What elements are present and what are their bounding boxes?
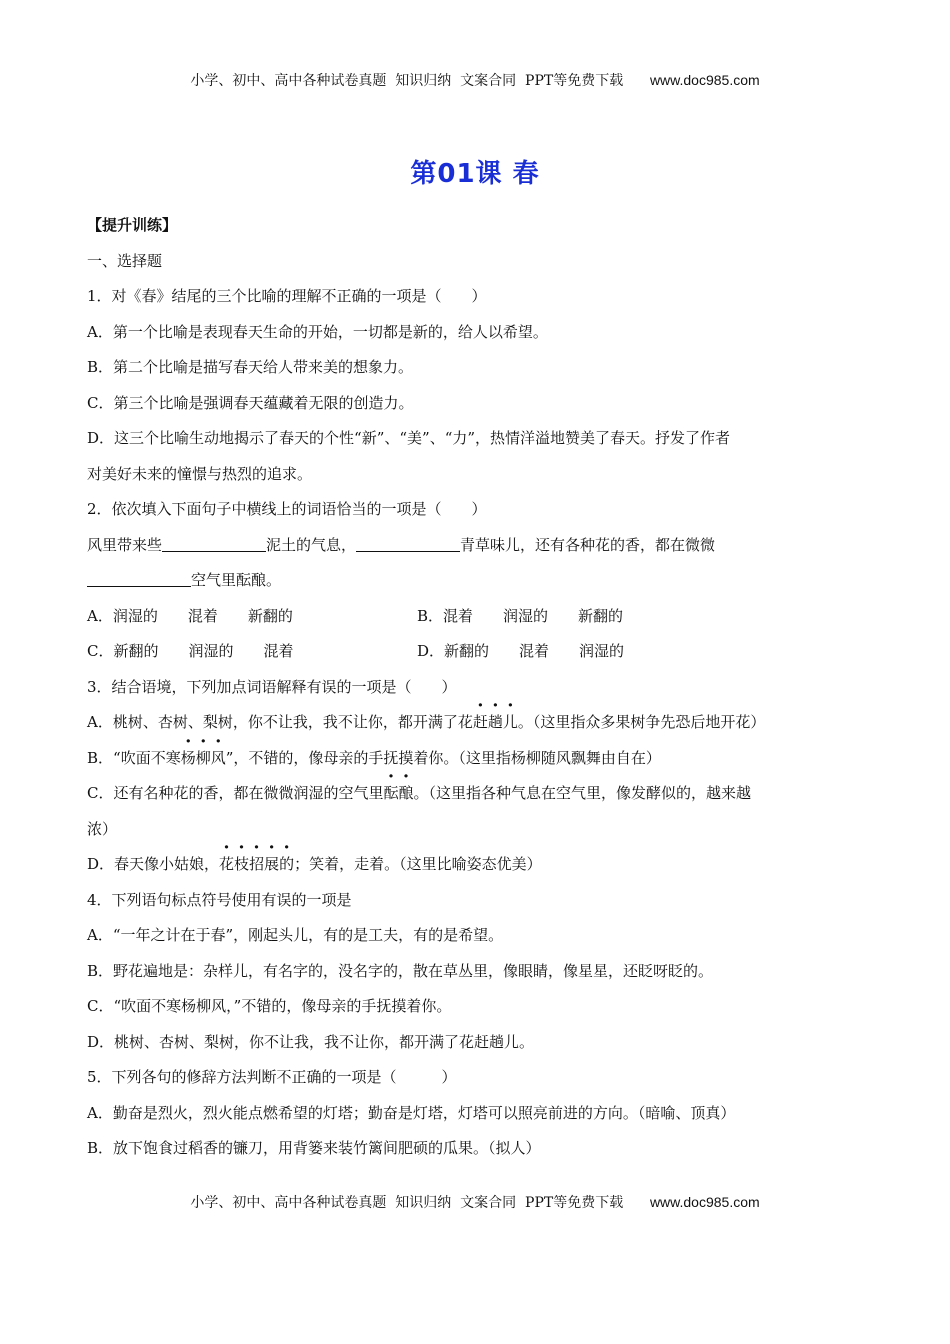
q2-stem: 2．依次填入下面句子中横线上的词语恰当的一项是（ ）: [87, 500, 487, 518]
emphasis-char: 风: [210, 748, 226, 767]
q1-option-a: A．第一个比喻是表现春天生命的开始，一切都是新的，给人以希望。: [87, 322, 548, 341]
q2-options-row-2: [87, 634, 862, 670]
q1-option-b: B．第二个比喻是描写春天给人带来美的想象力。: [87, 358, 414, 376]
emphasis-char: 杨: [180, 748, 196, 767]
page-footer: [0, 1192, 950, 1212]
emphasis-char: 儿: [502, 713, 518, 731]
q2-options-row-1: [87, 599, 862, 635]
header-text: 小学、初中、高中各种试卷真题 知识归纳 文案合同 PPT等免费下载: [190, 73, 624, 89]
blank-2: [356, 536, 460, 552]
emphasis-char: 的: [279, 855, 295, 873]
q5-stem: 5．下列各句的修辞方法判断不正确的一项是（ ）: [87, 1068, 457, 1086]
q1-option-d-cont: 对美好未来的憧憬与热烈的追求。: [87, 464, 313, 483]
emphasis-char: 展: [264, 855, 280, 873]
part-heading: 一、选择题: [87, 251, 163, 270]
emphasis-char: 花: [219, 855, 235, 873]
q3-c-post: 。（这里指各种气息在空气里，像发酵似的，越来越: [413, 784, 752, 802]
q3-option-b: [87, 741, 862, 777]
q2-text-2: 泥土的气息，: [266, 535, 357, 554]
footer-url[interactable]: www.doc985.com: [649, 1194, 760, 1210]
q3-d-post: ；笑着，走着。（这里比喻姿态优美）: [294, 855, 542, 873]
page-header: [0, 70, 950, 90]
blank-3: [87, 571, 191, 587]
emphasis-char: 趟: [487, 713, 503, 731]
emphasis-char: 招: [249, 855, 265, 873]
q3-b-post: ”，不错的，像母亲的手抚摸着你。（这里指杨柳随风飘舞由自在）: [225, 748, 661, 767]
q4-option-c: C．“吹面不寒杨柳风，”不错的，像母亲的手抚摸着你。: [87, 997, 452, 1015]
q2-option-c: C．新翻的 润湿的 混着: [87, 642, 294, 660]
q3-stem: 3．结合语境，下列加点词语解释有误的一项是（ ）: [87, 677, 457, 696]
page-title: 第01课 春: [410, 159, 540, 189]
q1-option-c: C．第三个比喻是强调春天蕴藏着无限的创造力。: [87, 393, 414, 412]
q2-sentence-cont: [87, 563, 862, 599]
q2-text-1: 风里带来些: [87, 535, 163, 554]
emphasis-char: 酝: [383, 784, 399, 802]
emphasis-char: 赶: [472, 713, 488, 731]
q3-d-pre: D．春天像小姑娘，: [87, 855, 220, 873]
q4-option-d: D．桃树、杏树、梨树，你不让我，我不让你，都开满了花赶趟儿。: [87, 1032, 535, 1051]
q3-option-d: [87, 847, 862, 883]
q2-text-3: 青草味儿，还有各种花的香，都在微微: [460, 535, 716, 554]
q3-option-c-cont: 浓）: [87, 819, 118, 838]
emphasis-char: 柳: [195, 748, 211, 767]
q1-option-d: D．这三个比喻生动地揭示了春天的个性“新”、“美”、“力”，热情洋溢地赞美了春天。抒发了作者: [87, 429, 731, 447]
q2-option-b: B．混着 润湿的 新翻的: [417, 606, 624, 625]
q4-stem: 4．下列语句标点符号使用有误的一项是: [87, 890, 352, 909]
q3-c-pre: C．还有名种花的香，都在微微润湿的空气里: [87, 784, 384, 802]
footer-text: 小学、初中、高中各种试卷真题 知识归纳 文案合同 PPT等免费下载: [190, 1195, 624, 1211]
q2-sentence: [87, 528, 862, 564]
q2-option-a: A．润湿的 混着 新翻的: [87, 606, 293, 625]
q3-a-post: 。（这里指众多果树争先恐后地开花）: [517, 713, 766, 731]
q3-b-pre: B．“吹面不寒: [87, 748, 181, 767]
document-body: [87, 208, 862, 1167]
q1-stem: 1．对《春》结尾的三个比喻的理解不正确的一项是（ ）: [87, 287, 487, 305]
header-url[interactable]: www.doc985.com: [649, 72, 760, 88]
q2-option-d: D．新翻的 混着 润湿的: [417, 642, 625, 660]
emphasis-char: 枝: [234, 855, 250, 873]
blank-1: [162, 536, 266, 552]
q5-option-a: A．勤奋是烈火，烈火能点燃希望的灯塔；勤奋是灯塔，灯塔可以照亮前进的方向。（暗喻、顶真）: [87, 1103, 736, 1122]
q4-option-b: B．野花遍地是：杂样儿，有名字的，没名字的，散在草丛里，像眼睛，像星星，还眨呀眨的。: [87, 961, 714, 980]
section-heading: 【提升训练】: [87, 216, 178, 234]
q5-option-b: B．放下饱食过稻香的镰刀，用背篓来装竹篱间肥硕的瓜果。（拟人）: [87, 1139, 541, 1157]
q4-option-a: A．“一年之计在于春”，刚起头儿，有的是工夫，有的是希望。: [87, 926, 504, 944]
emphasis-char: 酿: [398, 784, 414, 802]
q3-a-pre: A．桃树、杏树、梨树，你不让我，我不让你，都开满了花: [87, 713, 473, 731]
q3-option-c: [87, 776, 862, 812]
q2-text-4: 空气里酝酿。: [191, 571, 282, 589]
